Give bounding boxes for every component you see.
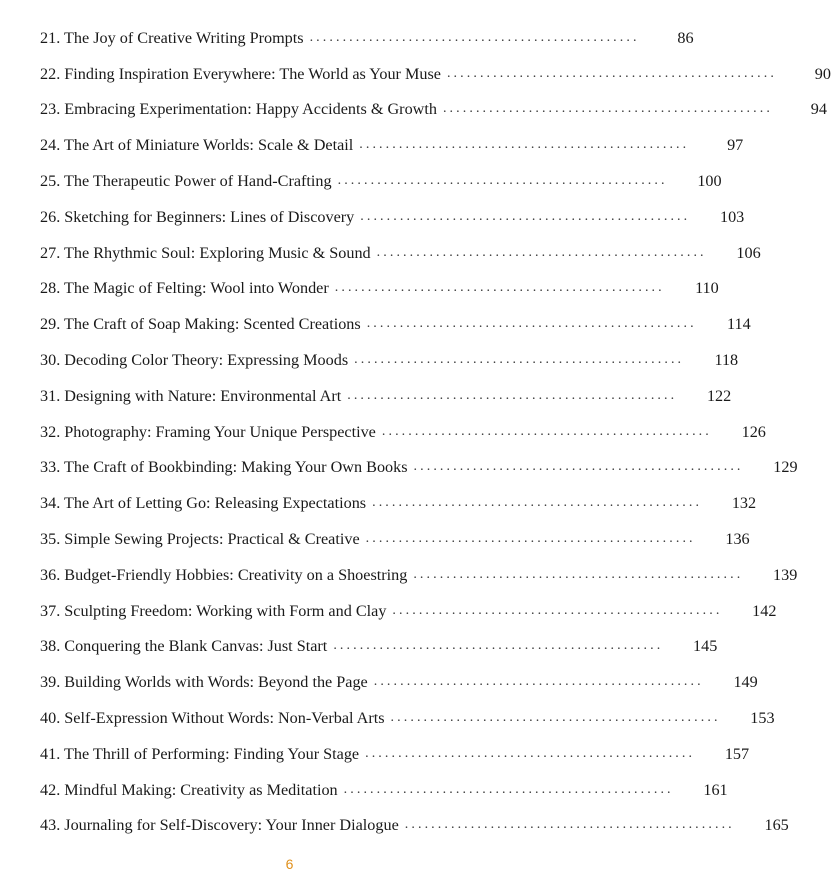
- toc-entry-title: 32. Photography: Framing Your Unique Perspective: [40, 424, 382, 440]
- toc-entry-title: 30. Decoding Color Theory: Expressing Moods: [40, 352, 354, 368]
- dot-leader: ..................................................: [381, 423, 712, 439]
- toc-entry-page: 157: [724, 744, 750, 763]
- toc-entry-title: 21. The Joy of Creative Writing Prompts: [40, 30, 310, 46]
- toc-entry-page: 114: [727, 315, 751, 334]
- toc-entry-page: 86: [677, 28, 694, 47]
- dot-leader: ..................................................: [337, 173, 668, 189]
- dot-leader: ..................................................: [376, 244, 707, 260]
- dot-leader: ..................................................: [442, 101, 773, 117]
- dot-leader: ..................................................: [404, 817, 735, 833]
- toc-entry[interactable]: [40, 92, 827, 128]
- toc-entry[interactable]: [40, 808, 789, 844]
- toc-entry-page: 145: [693, 637, 718, 656]
- dot-leader: ..................................................: [372, 495, 703, 511]
- toc-entry-page: 110: [695, 279, 719, 298]
- toc-entry[interactable]: [40, 378, 732, 414]
- dot-leader: ..................................................: [343, 781, 674, 797]
- toc-entry-title: 33. The Craft of Bookbinding: Making Your Own Books: [40, 459, 414, 475]
- toc-entry[interactable]: [40, 629, 718, 665]
- toc-entry-page: 139: [773, 565, 798, 584]
- dot-leader: ..................................................: [347, 387, 678, 403]
- toc-entry-title: 40. Self-Expression Without Words: Non-Verbal Arts: [40, 710, 391, 726]
- toc-entry-page: 126: [741, 422, 766, 441]
- toc-entry[interactable]: [40, 664, 758, 700]
- toc-entry[interactable]: [40, 593, 777, 629]
- dot-leader: ..................................................: [373, 674, 704, 690]
- toc-entry-title: 25. The Therapeutic Power of Hand-Crafting: [40, 173, 338, 189]
- toc-entry-page: 122: [706, 386, 732, 405]
- toc-entry-title: 36. Budget-Friendly Hobbies: Creativity on a Shoestring: [40, 567, 413, 583]
- toc-entry[interactable]: [40, 414, 766, 450]
- dot-leader: ..................................................: [413, 459, 744, 475]
- dot-leader: ..................................................: [365, 745, 696, 761]
- toc-entry-page: 118: [714, 350, 739, 369]
- dot-leader: ..................................................: [309, 29, 640, 45]
- toc-entry-page: 136: [725, 529, 750, 548]
- toc-entry-page: 153: [750, 708, 775, 727]
- dot-leader: ..................................................: [334, 280, 665, 296]
- toc-entry[interactable]: [40, 521, 750, 557]
- toc-entry[interactable]: [40, 271, 719, 307]
- dot-leader: ..................................................: [390, 710, 721, 726]
- dot-leader: ..................................................: [413, 566, 744, 582]
- toc-entry[interactable]: [40, 557, 798, 593]
- toc-entry-title: 37. Sculpting Freedom: Working with Form and Clay: [40, 603, 392, 619]
- toc-entry-page: 165: [764, 816, 789, 835]
- dot-leader: ..................................................: [360, 208, 691, 224]
- toc-entry[interactable]: [40, 772, 728, 808]
- toc-entry[interactable]: [40, 700, 775, 736]
- dot-leader: ..................................................: [446, 65, 777, 81]
- toc-entry[interactable]: [40, 56, 831, 92]
- page-number: 6: [285, 856, 294, 872]
- toc-entry-title: 26. Sketching for Beginners: Lines of Discovery: [40, 209, 360, 225]
- toc-entry-page: 106: [736, 243, 761, 262]
- dot-leader: ..................................................: [365, 531, 696, 547]
- toc-entry[interactable]: [40, 485, 757, 521]
- toc-entry-title: 28. The Magic of Felting: Wool into Wonder: [40, 280, 335, 296]
- dot-leader: ..................................................: [366, 316, 697, 332]
- toc-entry-title: 22. Finding Inspiration Everywhere: The World as Your Muse: [40, 66, 447, 82]
- toc-entry[interactable]: [40, 736, 750, 772]
- toc-entry[interactable]: [40, 20, 694, 56]
- toc-entry-title: 41. The Thrill of Performing: Finding Your Stage: [40, 746, 365, 762]
- toc-entry-page: 103: [719, 207, 745, 226]
- toc-entry[interactable]: [40, 306, 751, 342]
- toc-entry-title: 42. Mindful Making: Creativity as Meditation: [40, 782, 344, 798]
- toc-entry-title: 34. The Art of Letting Go: Releasing Expectations: [40, 495, 372, 511]
- toc-entry-title: 31. Designing with Nature: Environmental Art: [40, 388, 347, 404]
- toc-entry[interactable]: [40, 199, 745, 235]
- toc-entry-page: 149: [733, 673, 758, 692]
- toc-entry-title: 39. Building Worlds with Words: Beyond the Page: [40, 674, 374, 690]
- toc-entry-title: 23. Embracing Experimentation: Happy Accidents & Growth: [40, 101, 443, 117]
- dot-leader: ..................................................: [359, 137, 690, 153]
- toc-entry-page: 100: [697, 171, 722, 190]
- dot-leader: ..................................................: [333, 638, 664, 654]
- toc-entry[interactable]: [40, 342, 739, 378]
- toc-entry-title: 27. The Rhythmic Soul: Exploring Music & Sound: [40, 245, 377, 261]
- toc-entry-page: 142: [752, 601, 777, 620]
- toc-entry-page: 132: [731, 494, 757, 513]
- toc-entry-title: 29. The Craft of Soap Making: Scented Creations: [40, 316, 367, 332]
- toc-entry[interactable]: [40, 450, 798, 486]
- toc-entry-page: 90: [814, 64, 831, 83]
- toc-entry-title: 35. Simple Sewing Projects: Practical & Creative: [40, 531, 366, 547]
- table-of-contents: [40, 20, 831, 843]
- toc-entry-page: 97: [727, 136, 744, 155]
- dot-leader: ..................................................: [392, 602, 723, 618]
- toc-entry[interactable]: [40, 127, 744, 163]
- toc-entry-page: 161: [703, 780, 728, 799]
- toc-entry-title: 43. Journaling for Self-Discovery: Your Inner Dialogue: [40, 817, 405, 833]
- toc-entry-page: 94: [810, 100, 827, 119]
- toc-entry[interactable]: [40, 235, 761, 271]
- toc-entry[interactable]: [40, 163, 722, 199]
- toc-entry-title: 24. The Art of Miniature Worlds: Scale & Detail: [40, 137, 359, 153]
- toc-entry-page: 129: [773, 458, 798, 477]
- dot-leader: ..................................................: [354, 352, 685, 368]
- toc-entry-title: 38. Conquering the Blank Canvas: Just Start: [40, 638, 333, 654]
